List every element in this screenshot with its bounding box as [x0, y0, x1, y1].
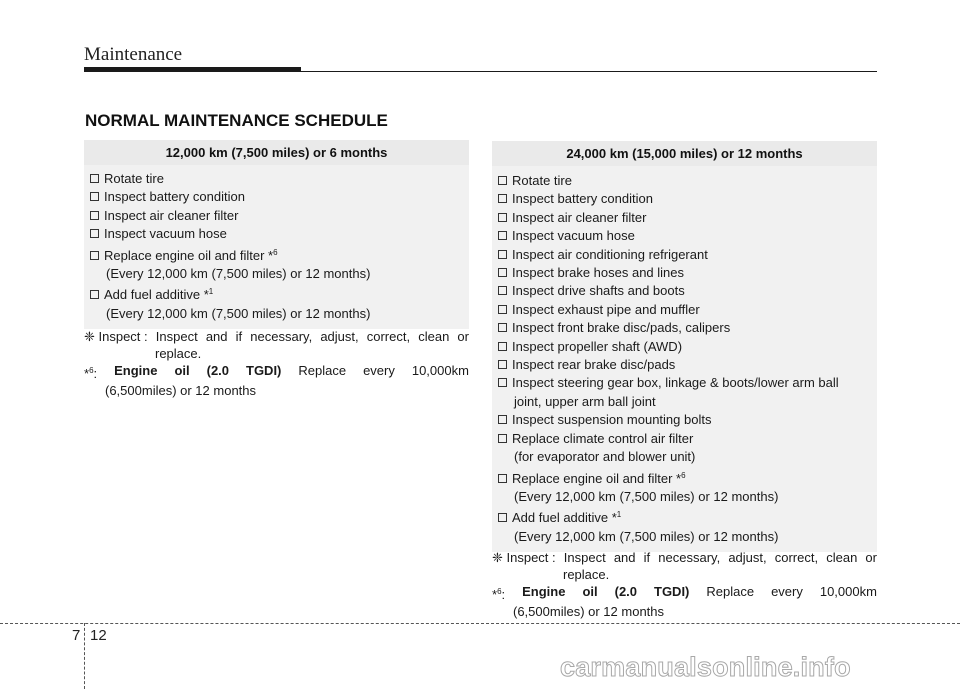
item-text: Inspect vacuum hose [512, 228, 635, 244]
note-word: and [205, 329, 228, 344]
note-word: if [643, 550, 651, 565]
note-word: necessary, [250, 329, 313, 344]
note-bold-word: (2.0 [206, 363, 230, 378]
checklist-item [498, 172, 871, 190]
item-detail: (Every 12,000 km (7,500 miles) or 12 months) [514, 528, 779, 544]
checkbox-icon [498, 360, 507, 369]
checkbox-icon [498, 513, 507, 522]
checklist-item [498, 282, 871, 300]
item-text: Inspect battery condition [512, 191, 653, 207]
item-text: Inspect brake hoses and lines [512, 265, 684, 281]
checklist-item [498, 319, 871, 337]
item-text: Inspect air cleaner filter [512, 209, 647, 225]
footnote-mark: 6 [681, 470, 686, 480]
item-text: Inspect battery condition [104, 189, 245, 205]
note-word: clean [418, 329, 450, 344]
schedule-panel-12000km [84, 140, 469, 329]
checkbox-icon [498, 323, 507, 332]
item-text: Inspect suspension mounting bolts [512, 412, 712, 428]
item-detail: joint, upper arm ball joint [514, 393, 656, 409]
note-word: every [771, 584, 803, 599]
panel-heading: 12,000 km (7,500 miles) or 6 months [84, 140, 469, 165]
item-detail: (for evaporator and blower unit) [514, 449, 696, 465]
item-detail: (Every 12,000 km (7,500 miles) or 12 months) [106, 266, 371, 282]
item-text: Add fuel additive * [512, 510, 617, 526]
note-word: necessary, [658, 550, 721, 565]
checkbox-icon [90, 229, 99, 238]
item-text: Replace engine oil and filter * [512, 470, 682, 486]
checkbox-icon [498, 194, 507, 203]
footnote-number: 6 [89, 366, 94, 375]
footer-divider [0, 623, 960, 624]
note-word: adjust, [728, 550, 767, 565]
note-word: ❈ Inspect : [84, 329, 148, 344]
note-word: Replace [706, 584, 755, 599]
note-bold-word: (2.0 [614, 584, 638, 599]
note-word: Replace [298, 363, 347, 378]
checkbox-icon [90, 174, 99, 183]
footnote-mark: 6 [273, 247, 278, 257]
checklist-item [498, 356, 871, 374]
inspect-note-cont: replace. [155, 346, 202, 361]
checkbox-icon [498, 305, 507, 314]
note-word: 10,000km [819, 584, 877, 599]
note-word: Inspect [563, 550, 606, 565]
footnote-star: * [492, 587, 498, 602]
item-text: Inspect rear brake disc/pads [512, 357, 676, 373]
panel-items [84, 165, 469, 329]
note-bold-word: oil [174, 363, 190, 378]
page-number: 12 [90, 627, 107, 644]
footnote-number: 6 [497, 587, 502, 596]
item-text: Inspect air cleaner filter [104, 207, 239, 223]
checkbox-icon [498, 378, 507, 387]
header-rule-thin [84, 71, 877, 72]
checklist-item [498, 411, 871, 429]
checklist-item [498, 264, 871, 282]
notes-left [84, 328, 469, 399]
item-text: Replace engine oil and filter * [104, 247, 274, 263]
section-title: NORMAL MAINTENANCE SCHEDULE [85, 111, 388, 130]
footnote-colon: : [93, 366, 98, 381]
checklist-item [90, 170, 463, 188]
checkbox-icon [90, 211, 99, 220]
oil-note-cont: (6,500miles) or 12 months [105, 383, 257, 398]
checkbox-icon [498, 434, 507, 443]
note-word: correct, [774, 550, 819, 565]
note-word: or [457, 329, 469, 344]
item-text: Inspect propeller shaft (AWD) [512, 338, 683, 354]
footnote-colon: : [501, 587, 506, 602]
panel-items [492, 166, 877, 552]
checklist-item [498, 374, 871, 392]
footnote-mark: 1 [616, 510, 622, 520]
note-word: or [865, 550, 877, 565]
checkbox-icon [498, 415, 507, 424]
checklist-item [90, 283, 463, 304]
checkbox-icon [90, 192, 99, 201]
item-detail: (Every 12,000 km (7,500 miles) or 12 months) [514, 488, 779, 504]
checklist-item [90, 188, 463, 206]
checkbox-icon [90, 290, 99, 299]
footer-vertical-divider [84, 623, 85, 689]
item-text: Inspect steering gear box, linkage & boots/lower arm ball [512, 375, 839, 391]
checkbox-icon [90, 251, 99, 260]
checklist-item [90, 225, 463, 243]
note-bold-word: Engine [522, 584, 566, 599]
item-text: Inspect drive shafts and boots [512, 283, 685, 299]
item-text: Inspect vacuum hose [104, 226, 227, 242]
note-word: if [235, 329, 243, 344]
checklist-item [498, 430, 871, 448]
item-text: Add fuel additive * [104, 287, 209, 303]
oil-note-cont: (6,500miles) or 12 months [513, 604, 665, 619]
item-text: Rotate tire [104, 171, 164, 186]
checklist-item [90, 207, 463, 225]
checkbox-icon [498, 268, 507, 277]
chapter-number: 7 [72, 627, 81, 644]
note-word: clean [826, 550, 858, 565]
footnote-star: * [84, 366, 90, 381]
panel-heading: 24,000 km (15,000 miles) or 12 months [492, 141, 877, 166]
footnote-mark: 1 [208, 287, 214, 297]
notes-right [492, 549, 877, 620]
note-word: every [363, 363, 395, 378]
note-bold-word: TGDI) [246, 363, 282, 378]
note-bold-word: Engine [114, 363, 158, 378]
note-word: correct, [366, 329, 411, 344]
inspect-note-cont: replace. [563, 567, 610, 582]
schedule-panel-24000km [492, 141, 877, 552]
note-word: ❈ Inspect : [492, 550, 556, 565]
inspect-note-line [492, 549, 877, 566]
item-text: Inspect exhaust pipe and muffler [512, 301, 700, 317]
item-text: Inspect air conditioning refrigerant [512, 246, 708, 262]
checklist-item [498, 209, 871, 227]
header-title: Maintenance [84, 44, 183, 65]
checklist-item [90, 244, 463, 265]
checkbox-icon [498, 213, 507, 222]
item-detail: (Every 12,000 km (7,500 miles) or 12 months) [106, 305, 371, 321]
checkbox-icon [498, 286, 507, 295]
note-bold-word: TGDI) [654, 584, 690, 599]
footnote-marker [492, 583, 505, 603]
oil-note-line [84, 362, 469, 382]
checklist-item [498, 467, 871, 488]
note-word: Inspect [155, 329, 198, 344]
footnote-marker [84, 362, 97, 382]
oil-note-line [492, 583, 877, 603]
watermark: carmanualsonline.info [560, 652, 851, 682]
checkbox-icon [498, 474, 507, 483]
checklist-item [498, 301, 871, 319]
checkbox-icon [498, 231, 507, 240]
checklist-item [498, 227, 871, 245]
item-text: Replace climate control air filter [512, 430, 694, 446]
item-text: Inspect front brake disc/pads, calipers [512, 320, 731, 336]
note-bold-word: oil [582, 584, 598, 599]
checklist-item [498, 338, 871, 356]
checklist-item [498, 246, 871, 264]
note-word: adjust, [320, 329, 359, 344]
item-text: Rotate tire [512, 173, 572, 188]
checkbox-icon [498, 250, 507, 259]
inspect-note-line [84, 328, 469, 345]
checklist-item [498, 506, 871, 527]
checklist-item [498, 190, 871, 208]
checkbox-icon [498, 342, 507, 351]
note-word: and [613, 550, 636, 565]
checkbox-icon [498, 176, 507, 185]
note-word: 10,000km [411, 363, 469, 378]
